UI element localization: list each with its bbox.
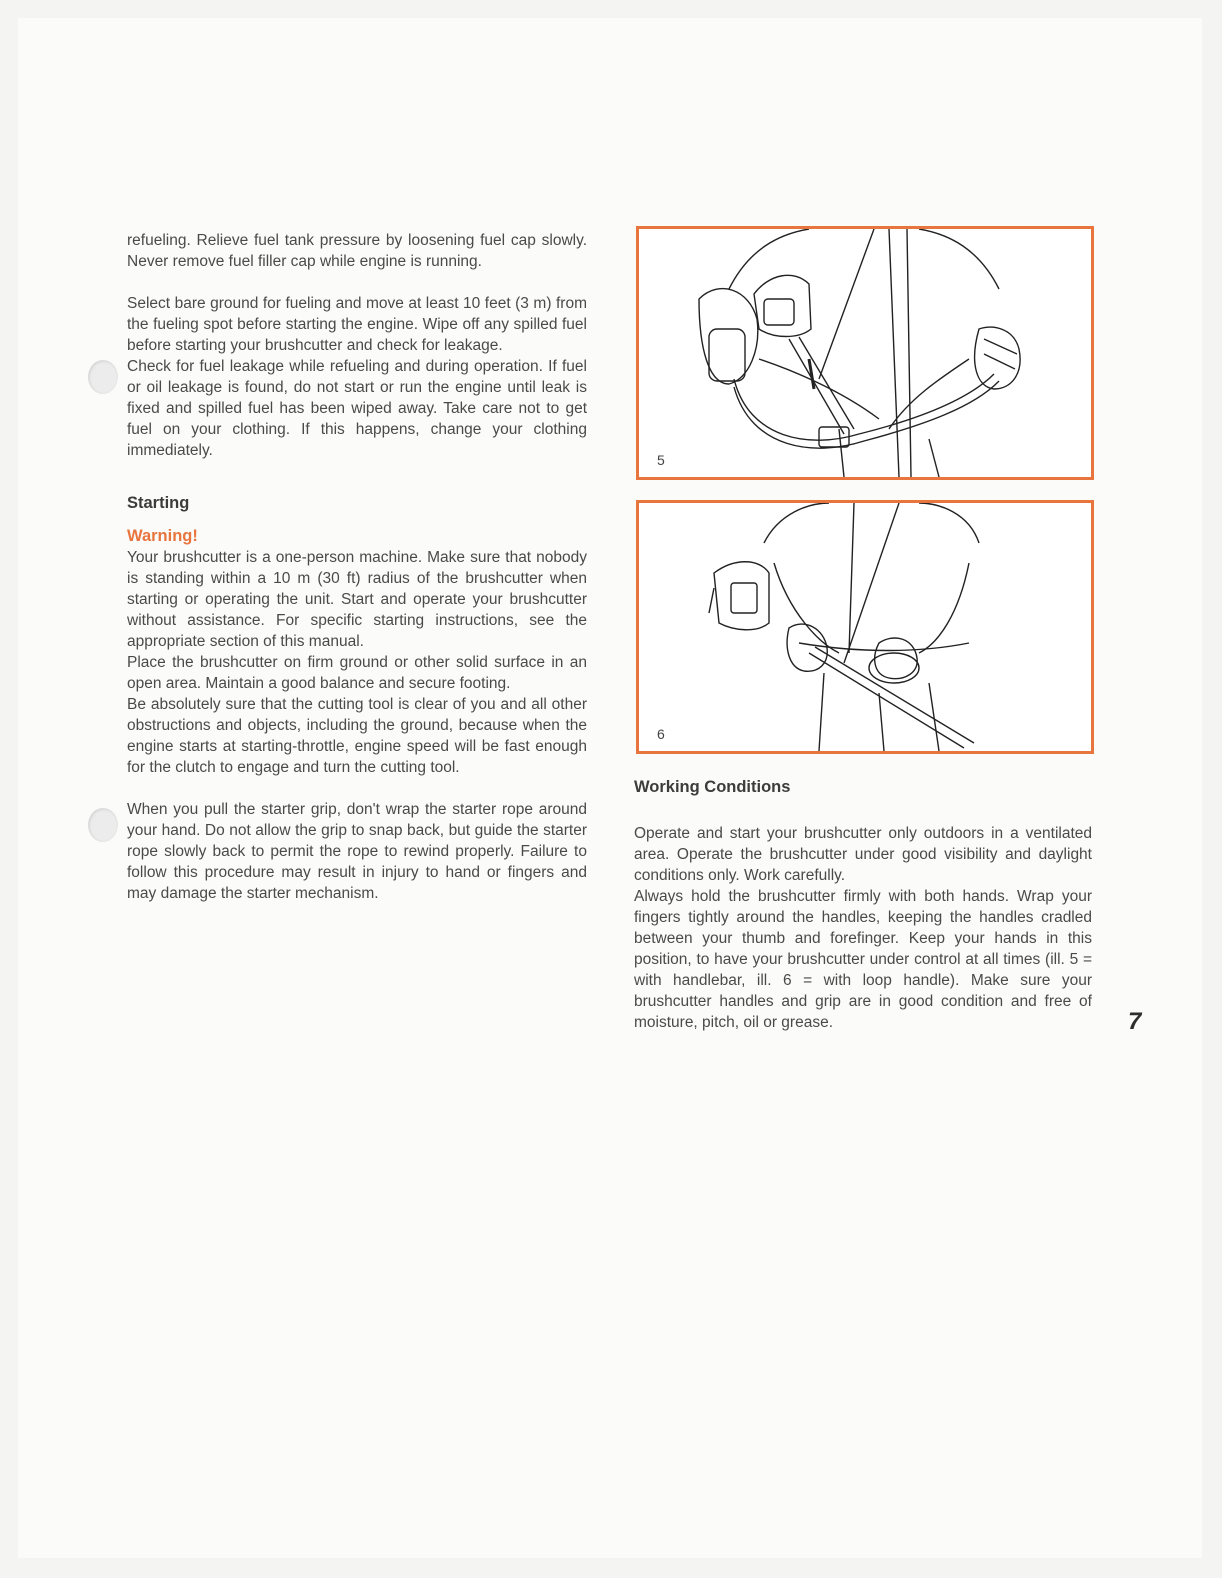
warning-label: Warning! bbox=[127, 527, 198, 545]
paragraph-ventilated-area: Operate and start your brushcutter only outdoors in a ventilated area. Operate the brushcutter under good visibility and daylight conditions only. Work carefully. bbox=[634, 825, 1092, 884]
right-column bbox=[634, 777, 1092, 1033]
illustration-handlebar bbox=[639, 229, 1091, 477]
illustration-loop-handle bbox=[639, 503, 1091, 751]
paragraph-starter-grip: When you pull the starter grip, don't wrap the starter rope around your hand. Do not allow the grip to snap back, but guide the starter rope slowly back to permit the rope to rewind properly. Failure to follow this procedure may result in injury to hand or fingers and may damage the starter mechanism. bbox=[127, 801, 587, 902]
punch-hole-top bbox=[88, 360, 118, 394]
heading-starting: Starting bbox=[127, 494, 190, 512]
figure-6-number: 6 bbox=[657, 726, 665, 742]
paragraph-refueling: refueling. Relieve fuel tank pressure by loosening fuel cap slowly. Never remove fuel filler cap while engine is running. bbox=[127, 232, 587, 270]
heading-working-conditions: Working Conditions bbox=[634, 778, 791, 796]
figure-5-handlebar bbox=[636, 226, 1094, 480]
left-column bbox=[127, 230, 587, 904]
paragraph-cutting-tool-clear: Be absolutely sure that the cutting tool is clear of you and all other obstructions and objects, including the ground, because when the engine starts at starting-throttle, engine speed will be fast enough for the clutch to engage and turn the cutting tool. bbox=[127, 696, 587, 776]
figure-6-loop-handle bbox=[636, 500, 1094, 754]
paragraph-fueling-ground: Select bare ground for fueling and move at least 10 feet (3 m) from the fueling spot before starting the engine. Wipe off any spilled fuel before starting your brushcutter and check for leakage. bbox=[127, 295, 587, 354]
paragraph-leakage: Check for fuel leakage while refueling and during operation. If fuel or oil leakage is found, do not start or run the engine until leak is fixed and spilled fuel has been wiped away. Take care not to get fuel on your clothing. If this happens, change your clothing immediately. bbox=[127, 358, 587, 459]
punch-hole-bottom bbox=[88, 808, 118, 842]
page-number: 7 bbox=[1128, 1008, 1142, 1035]
figure-5-number: 5 bbox=[657, 452, 665, 468]
paragraph-firm-ground: Place the brushcutter on firm ground or other solid surface in an open area. Maintain a good balance and secure footing. bbox=[127, 654, 587, 692]
paragraph-hold-firmly: Always hold the brushcutter firmly with both hands. Wrap your fingers tightly around the handles, keeping the handles cradled between your thumb and forefinger. Keep your hands in this position, to have your brushcutter under control at all times (ill. 5 = with handlebar, ill. 6 = with loop handle). Make sure your brushcutter handles and grip are in good condition and free of moisture, pitch, oil or grease. bbox=[634, 888, 1092, 1031]
paragraph-one-person: Your brushcutter is a one-person machine. Make sure that nobody is standing within a 10 m (30 ft) radius of the brushcutter when starting or operating the unit. Start and operate your brushcutter without assistance. For specific starting instructions, see the appropriate section of this manual. bbox=[127, 549, 587, 650]
